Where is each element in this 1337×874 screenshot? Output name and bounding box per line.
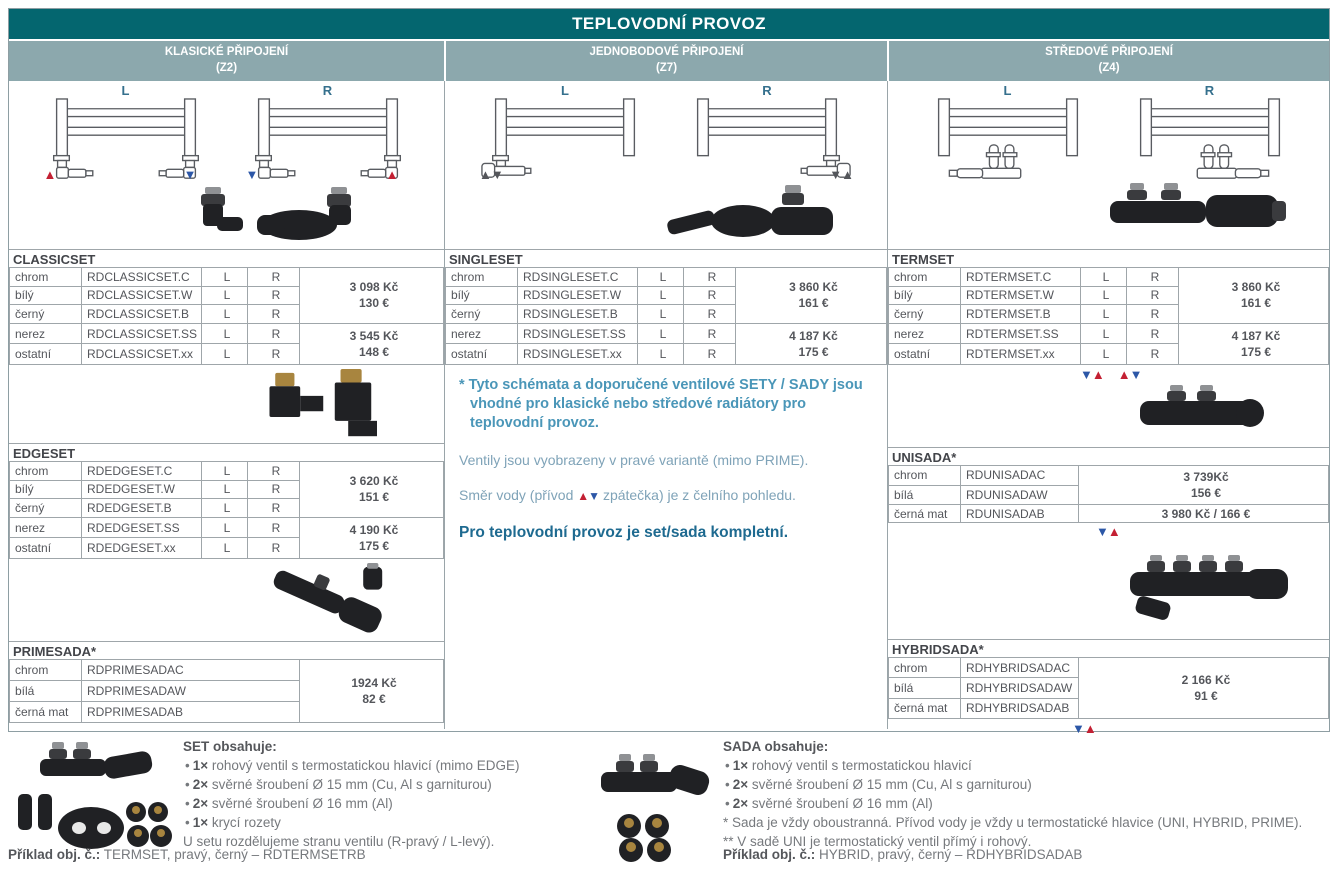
variant-l-cell: L (202, 305, 248, 324)
code-cell: RDEDGESET.xx (82, 538, 202, 559)
price-cell (736, 268, 887, 324)
price-eur: 130 € (358, 296, 390, 311)
product-title-primesada: PRIMESADA* (9, 641, 444, 659)
color-cell: ostatní (10, 538, 82, 559)
section-title: STŘEDOVÉ PŘIPOJENÍ (1045, 46, 1173, 59)
flow-up-icon: ▲ (479, 167, 491, 182)
list-item: • 2× svěrné šroubení Ø 15 mm (Cu, Al s garniturou) (185, 777, 492, 792)
radiator-diagram-right (673, 83, 861, 183)
price-cell (1079, 466, 1329, 505)
code-cell: RDUNISADAB (961, 505, 1079, 523)
price-cell (300, 462, 444, 518)
code-cell: RDCLASSICSET.B (82, 305, 202, 324)
flow-icons (1096, 524, 1120, 538)
main-frame (8, 8, 1330, 736)
set-contents-heading: SET obsahuje: (183, 739, 277, 754)
price-cell (300, 268, 444, 324)
flow-down-icon: ▼ (490, 167, 503, 182)
color-cell: chrom (10, 268, 82, 287)
code-cell: RDCLASSICSET.xx (82, 344, 202, 365)
section-code: (Z4) (1098, 62, 1120, 74)
flow-up-icon: ▲ (1091, 367, 1104, 382)
price-czk: 3 739Kč (1183, 469, 1229, 484)
flow-icons (1118, 367, 1142, 381)
price-eur: 175 € (798, 344, 829, 359)
page-title: TEPLOVODNÍ PROVOZ (9, 9, 1329, 39)
price-czk: 4 187 Kč (789, 328, 838, 343)
variant-r-cell: R (248, 305, 300, 324)
variant-l-cell: L (202, 480, 248, 499)
section-title: JEDNOBODOVÉ PŘIPOJENÍ (589, 46, 744, 59)
section-headers (9, 41, 1329, 81)
variant-l-cell: L (202, 517, 248, 538)
unisada-table (888, 465, 1329, 523)
section-title: KLASICKÉ PŘIPOJENÍ (164, 46, 289, 59)
z4-diagrams (888, 83, 1329, 183)
variant-r-cell: R (684, 344, 736, 365)
diagram-label-right: R (762, 83, 772, 98)
code-cell: RDPRIMESADAC (82, 660, 300, 681)
variant-r-cell: R (248, 344, 300, 365)
list-item: • 2× svěrné šroubení Ø 15 mm (Cu, Al s garniturou) (725, 777, 1032, 792)
product-photo-primesada (249, 563, 409, 639)
color-cell: bílá (889, 678, 961, 698)
set-components-photo (12, 738, 174, 856)
color-cell: chrom (10, 660, 82, 681)
color-cell: černá mat (889, 505, 961, 523)
flow-up-icon: ▲ (577, 489, 589, 504)
note-star: * Tyto schémata a doporučené ventilové SETY / SADY jsou vhodné pro klasické nebo středové radiátory pro teplovodní provoz. (459, 377, 863, 432)
variant-l-cell: L (202, 323, 248, 344)
diagram-label-right: R (1204, 83, 1215, 98)
product-photo-edgeset (249, 369, 409, 441)
set-order-example: Příklad obj. č.: TERMSET, pravý, černý – RDTERMSETRB (8, 847, 366, 862)
code-cell: RDUNISADAC (961, 466, 1079, 486)
price-czk: 3 098 Kč (349, 280, 399, 295)
product-photo-classicset (179, 185, 379, 247)
variant-r-cell: R (248, 286, 300, 305)
price-cell (736, 323, 887, 364)
code-cell: RDEDGESET.W (82, 480, 202, 499)
flow-up-icon: ▲ (841, 167, 853, 182)
price-czk: 2 166 Kč (1181, 672, 1231, 687)
flow-up-icon: ▲ (43, 167, 56, 182)
section-header-z4 (889, 41, 1329, 81)
code-cell: RDCLASSICSET.SS (82, 323, 202, 344)
variant-r-cell: R (248, 538, 300, 559)
color-cell: černá mat (889, 698, 961, 718)
radiator-schematic (923, 98, 1093, 184)
flow-up-icon: ▲ (385, 167, 398, 182)
list-item: • 1× krycí rozety (185, 815, 281, 830)
section-code: (Z7) (655, 62, 678, 74)
color-cell: chrom (889, 466, 961, 486)
variant-r-cell: R (248, 517, 300, 538)
product-title-singleset: SINGLESET (445, 249, 887, 267)
price-eur: 91 € (1194, 689, 1218, 703)
code-cell: RDHYBRIDSADAC (961, 658, 1079, 678)
price-cell (300, 323, 444, 364)
product-photo-singleset (657, 183, 847, 247)
section-header-z2 (9, 41, 446, 81)
variant-l-cell: L (1081, 286, 1127, 305)
flow-up-icon: ▲ (1107, 524, 1120, 539)
price-eur: 156 € (1190, 486, 1222, 501)
note-flow: Směr vody (přívod ▲▼ zpátečka) je z čelního pohledu. (459, 487, 796, 504)
variant-r-cell: R (248, 268, 300, 287)
radiator-schematic (480, 98, 650, 184)
code-cell: RDHYBRIDSADAB (961, 698, 1079, 718)
section-header-z7 (446, 41, 889, 81)
flow-down-icon: ▼ (1096, 524, 1108, 539)
bullet-icon: • (725, 796, 730, 811)
price-czk: 3 545 Kč (349, 328, 399, 343)
singleset-table (445, 267, 887, 365)
sada-note-1: * Sada je vždy oboustranná. Přívod vody je vždy u termostatické hlavice (UNI, HYBRID, PRIME). (723, 815, 1303, 830)
variant-l-cell: L (638, 286, 684, 305)
notes-block (459, 376, 871, 542)
sada-contents-block (723, 737, 1335, 851)
product-photo-termset (1094, 181, 1294, 243)
price-eur: 175 € (358, 538, 390, 553)
variant-r-cell: R (684, 323, 736, 344)
flow-down-icon: ▼ (588, 489, 600, 504)
variant-l-cell: L (202, 538, 248, 559)
radiator-schematic (1125, 98, 1295, 184)
price-eur: 161 € (1240, 296, 1272, 311)
variant-l-cell: L (638, 268, 684, 287)
radiator-diagram-right (1116, 83, 1304, 183)
color-cell: chrom (10, 462, 82, 481)
sada-contents-heading: SADA obsahuje: (723, 739, 829, 754)
list-item: • 1× rohový ventil s termostatickou hlavicí (725, 758, 972, 773)
price-eur: 161 € (798, 296, 829, 311)
price-czk: 4 187 Kč (1231, 328, 1281, 343)
bullet-icon: • (185, 815, 190, 830)
variant-l-cell: L (638, 323, 684, 344)
variant-r-cell: R (1127, 286, 1179, 305)
radiator-diagram-right (234, 83, 422, 183)
flow-down-icon: ▼ (829, 167, 842, 182)
color-cell: chrom (889, 268, 961, 287)
variant-l-cell: L (202, 499, 248, 518)
bullet-icon: • (725, 777, 730, 792)
list-item: • 2× svěrné šroubení Ø 16 mm (Al) (725, 796, 933, 811)
color-cell: ostatní (446, 344, 518, 365)
variant-l-cell: L (202, 344, 248, 365)
z2-diagrams (9, 83, 444, 183)
color-cell: bílá (10, 681, 82, 702)
price-eur: 148 € (358, 344, 390, 359)
flow-down-icon: ▼ (1129, 367, 1142, 382)
code-cell: RDPRIMESADAW (82, 681, 300, 702)
variant-l-cell: L (202, 462, 248, 481)
variant-r-cell: R (248, 499, 300, 518)
price-czk: 3 860 Kč (789, 280, 838, 295)
price-eur: 151 € (358, 490, 390, 505)
code-cell: RDSINGLESET.xx (518, 344, 638, 365)
variant-r-cell: R (684, 268, 736, 287)
variant-r-cell: R (1127, 268, 1179, 287)
classicset-table (9, 267, 444, 365)
color-cell: bílý (10, 286, 82, 305)
set-contents-block (183, 737, 583, 851)
product-title-termset: TERMSET (888, 249, 1329, 267)
variant-r-cell: R (248, 462, 300, 481)
code-cell: RDPRIMESADAB (82, 702, 300, 723)
price-cell (1179, 268, 1329, 324)
flow-down-icon: ▼ (1072, 721, 1084, 736)
flow-icons (1072, 721, 1096, 735)
color-cell: černý (446, 305, 518, 324)
note-complete: Pro teplovodní provoz je set/sada kompletní. (459, 524, 789, 542)
primesada-table (9, 659, 444, 723)
bullet-icon: • (185, 777, 190, 792)
variant-r-cell: R (684, 286, 736, 305)
z7-diagrams (445, 83, 887, 183)
termset-table (888, 267, 1329, 365)
section-code: (Z2) (215, 62, 238, 74)
code-cell: RDTERMSET.B (961, 305, 1081, 324)
hybridsada-flow-arrows (1072, 721, 1096, 735)
flow-icons (1080, 367, 1104, 381)
color-cell: chrom (446, 268, 518, 287)
code-cell: RDTERMSET.xx (961, 344, 1081, 365)
price-czk: 3 860 Kč (1231, 280, 1281, 295)
termset-flow-arrows (1080, 367, 1142, 381)
variant-r-cell: R (248, 323, 300, 344)
variant-r-cell: R (248, 480, 300, 499)
price-eur: 175 € (1240, 344, 1272, 359)
code-cell: RDEDGESET.C (82, 462, 202, 481)
variant-l-cell: L (1081, 323, 1127, 344)
edgeset-table (9, 461, 444, 559)
sada-note-2: ** V sadě UNI je termostatický ventil přímý i rohový. (723, 834, 1032, 849)
flow-down-icon: ▼ (245, 167, 258, 182)
variant-r-cell: R (1127, 344, 1179, 365)
price-cell (300, 660, 444, 723)
sada-order-example: Příklad obj. č.: HYBRID, pravý, černý – RDHYBRIDSADAB (723, 847, 1083, 862)
code-cell: RDSINGLESET.W (518, 286, 638, 305)
color-cell: nerez (10, 517, 82, 538)
price-czk: 4 190 Kč (349, 522, 399, 537)
product-title-unisada: UNISADA* (888, 447, 1329, 465)
flow-down-icon: ▼ (1080, 367, 1092, 382)
color-cell: nerez (10, 323, 82, 344)
code-cell: RDHYBRIDSADAW (961, 678, 1079, 698)
price-czk: 1924 Kč (351, 675, 397, 690)
color-cell: černá mat (10, 702, 82, 723)
note-valves: Ventily jsou vyobrazeny v pravé variantě (mimo PRIME). (459, 452, 809, 469)
color-cell: černý (889, 305, 961, 324)
variant-l-cell: L (202, 268, 248, 287)
column-z2 (9, 81, 445, 729)
price-eur: 82 € (362, 692, 386, 706)
code-cell: RDSINGLESET.B (518, 305, 638, 324)
set-footer-note: U setu rozdělujeme stranu ventilu (R-pravý / L-levý). (183, 834, 495, 849)
product-title-hybridsada: HYBRIDSADA* (888, 639, 1329, 657)
color-cell: ostatní (889, 344, 961, 365)
code-cell: RDCLASSICSET.W (82, 286, 202, 305)
color-cell: bílý (10, 480, 82, 499)
code-cell: RDEDGESET.B (82, 499, 202, 518)
diagram-label-left: L (1003, 83, 1012, 98)
product-photo-hybridsada (1120, 543, 1295, 637)
color-cell: bílá (889, 485, 961, 505)
color-cell: bílý (889, 286, 961, 305)
hybridsada-table (888, 657, 1329, 719)
price-cell: 3 980 Kč / 166 € (1079, 505, 1329, 523)
sada-components-photo (585, 742, 715, 866)
variant-l-cell: L (1081, 305, 1127, 324)
code-cell: RDEDGESET.SS (82, 517, 202, 538)
variant-l-cell: L (202, 286, 248, 305)
color-cell: bílý (446, 286, 518, 305)
unisada-flow-arrows (1096, 524, 1120, 538)
bullet-icon: • (725, 758, 730, 773)
code-cell: RDTERMSET.SS (961, 323, 1081, 344)
variant-r-cell: R (1127, 305, 1179, 324)
price-cell (300, 517, 444, 558)
column-z7 (445, 81, 888, 729)
diagram-label-right: R (322, 83, 333, 98)
color-cell: chrom (889, 658, 961, 678)
color-cell: černý (10, 305, 82, 324)
variant-l-cell: L (1081, 344, 1127, 365)
list-item: • 2× svěrné šroubení Ø 16 mm (Al) (185, 796, 393, 811)
radiator-schematic (682, 98, 852, 184)
flow-up-icon: ▲ (1083, 721, 1096, 736)
color-cell: ostatní (10, 344, 82, 365)
code-cell: RDUNISADAW (961, 485, 1079, 505)
flow-icons (829, 168, 853, 181)
code-cell: RDCLASSICSET.C (82, 268, 202, 287)
variant-l-cell: L (1081, 268, 1127, 287)
variant-r-cell: R (1127, 323, 1179, 344)
code-cell: RDSINGLESET.SS (518, 323, 638, 344)
list-item: • 1× rohový ventil s termostatickou hlavicí (mimo EDGE) (185, 758, 520, 773)
color-cell: nerez (889, 323, 961, 344)
variant-l-cell: L (638, 305, 684, 324)
price-cell (1179, 323, 1329, 364)
color-cell: nerez (446, 323, 518, 344)
bullet-icon: • (185, 796, 190, 811)
code-cell: RDTERMSET.C (961, 268, 1081, 287)
product-photo-unisada (1132, 383, 1267, 445)
price-cell (1079, 658, 1329, 719)
code-cell: RDSINGLESET.C (518, 268, 638, 287)
product-title-classicset: CLASSICSET (9, 249, 444, 267)
color-cell: černý (10, 499, 82, 518)
flow-icons (479, 168, 503, 181)
variant-l-cell: L (638, 344, 684, 365)
columns (9, 81, 1329, 736)
diagram-label-left: L (561, 83, 569, 98)
radiator-diagram-left (32, 83, 220, 183)
column-z4 (888, 81, 1329, 736)
variant-r-cell: R (684, 305, 736, 324)
flow-down-icon: ▼ (183, 167, 196, 182)
radiator-diagram-left (471, 83, 659, 183)
price-czk: 3 620 Kč (349, 474, 399, 489)
product-title-edgeset: EDGESET (9, 443, 444, 461)
radiator-diagram-left (914, 83, 1102, 183)
flow-up-icon: ▲ (1117, 367, 1130, 382)
bullet-icon: • (185, 758, 190, 773)
code-cell: RDTERMSET.W (961, 286, 1081, 305)
diagram-label-left: L (121, 83, 130, 98)
